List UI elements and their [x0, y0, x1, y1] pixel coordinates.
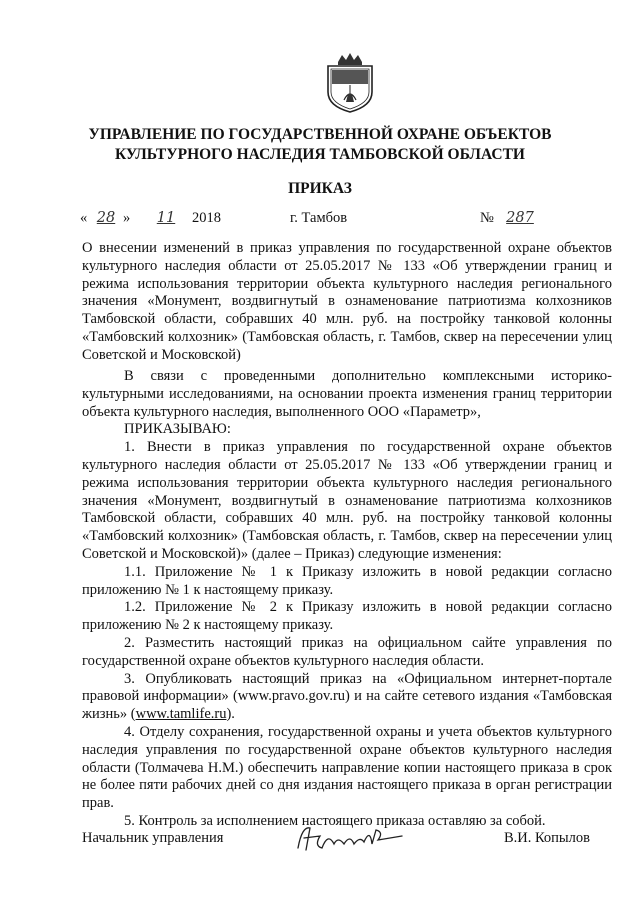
document-body — [82, 368, 612, 831]
item-4: 4. Отделу сохранения, государственной охраны и учета объектов культурного наследия управления по государственной охране объектов культурного наследия области (Толмачева Н.М.) обеспечить направление копии настоящего приказа в срок не более пяти рабочих дней со дня издания настоящего приказа в орган регистрации прав. — [82, 723, 612, 812]
signature-block — [82, 824, 612, 864]
city: г. Тамбов — [290, 210, 348, 226]
signatory-name: В.И. Копылов — [503, 830, 590, 846]
item-2: 2. Разместить настоящий приказ на официальном сайте управления по государственной охране объектов культурного наследия области. — [82, 634, 612, 669]
organization-name — [40, 125, 600, 165]
item-3-end: ). — [226, 706, 235, 723]
number-label: № — [480, 210, 494, 226]
handwritten-signature — [292, 818, 412, 858]
date-year: 2018 — [192, 210, 221, 226]
intro-paragraph: В связи с проведенными дополнительно комплексными историко-культурными исследованиями, на основании проекта изменения границ территории объекта культурного наследия, выполненного ООО «Параметр», — [82, 368, 612, 420]
date-quote-open: « — [80, 210, 88, 226]
item-1-2: 1.2. Приложение № 2 к Приказу изложить в новой редакции согласно приложению № 2 к настоящему приказу. — [82, 599, 612, 634]
signatory-position: Начальник управления — [82, 830, 224, 846]
tamlife-link[interactable]: www.tamlife.ru — [135, 706, 227, 723]
date-quote-close: » — [123, 210, 131, 226]
org-name-line-2: КУЛЬТУРНОГО НАСЛЕДИЯ ТАМБОВСКОЙ ОБЛАСТИ — [115, 146, 525, 163]
document-type: ПРИКАЗ — [288, 180, 352, 197]
org-name-line-1: УПРАВЛЕНИЕ ПО ГОСУДАРСТВЕННОЙ ОХРАНЕ ОБЪЕКТОВ — [88, 126, 552, 143]
item-3 — [82, 671, 612, 724]
date-month: 11 — [156, 210, 176, 226]
item-5: 5. Контроль за исполнением настоящего приказа оставляю за собой. — [124, 812, 546, 829]
tambov-coat-of-arms-icon — [324, 52, 376, 114]
item-1-1: 1.1. Приложение № 1 к Приказу изложить в новой редакции согласно приложению № 1 к настоящему приказу. — [82, 563, 612, 598]
decree-word: ПРИКАЗЫВАЮ: — [124, 421, 231, 438]
document-number: 287 — [506, 210, 534, 226]
date-day: 28 — [96, 210, 116, 226]
item-3-text: 3. Опубликовать настоящий приказ на «Официальном интернет-портале правовой информации» (www.pravo.gov.ru) и на сайте сетевого издания «Тамбовская жизнь» ( — [82, 670, 612, 723]
document-subject: О внесении изменений в приказ управления по государственной охране объектов культурного наследия области от 25.05.2017 № 133 «Об утверждении границ и режима использования территории объекта культурного наследия регионального значения «Монумент, воздвигнутый в ознаменование патриотизма колхозников Тамбовской области, собравших 40 млн. руб. на постройку танковой колонны «Тамбовский колхозник» (Тамбовская область, г. Тамбов, сквер на пересечении улиц Советской и Московской) — [82, 240, 612, 363]
date-line — [80, 210, 560, 232]
item-1: 1. Внести в приказ управления по государственной охране объектов культурного наследия области от 25.05.2017 № 133 «Об утверждении границ и режима использования территории объекта культурного наследия регионального значения «Монумент, воздвигнутый в ознаменование патриотизма колхозников Тамбовской области, собравших 40 млн. руб. на постройку танковой колонны «Тамбовский колхозник» (Тамбовская область, г. Тамбов, сквер на пересечении улиц Советской и Московской)» (далее – Приказ) следующие изменения: — [82, 439, 612, 562]
